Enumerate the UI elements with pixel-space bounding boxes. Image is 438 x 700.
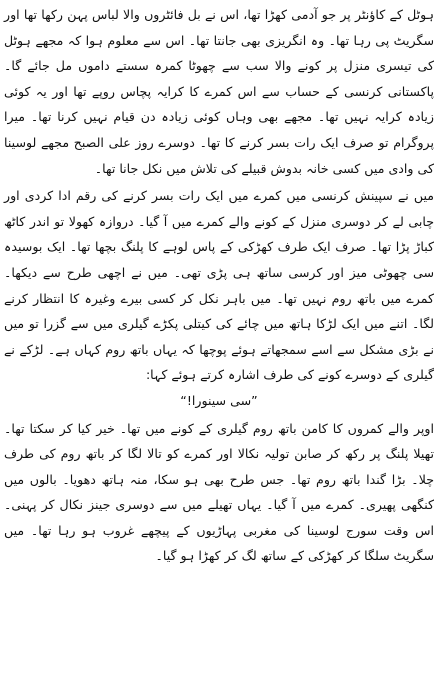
dialogue-quote: ”سی سینورا!“ <box>180 392 258 408</box>
document-page <box>4 2 434 698</box>
paragraph-hotel-counter: ہوٹل کے کاؤنٹر پر جو آدمی کھڑا تھا، اس نے بل فائٹروں والا لباس پہن رکھا تھا اور سگریٹ پی رہا تھا۔ وہ انگریزی بھی جانتا تھا۔ اس سے معلوم ہوا کہ مجھے ہوٹل کی تیسری منزل پر کونے والا سب سے چھوٹا کمرہ سستے داموں مل جائے گا۔ پاکستانی کرنسی کے حساب سے اس کمرے کا کرایہ پچاس روپے تھا اور یہ کوئی زیادہ کرایہ نہیں تھا۔ مجھے بھی وہاں کوئی زیادہ دن قیام نہیں کرنا تھا۔ میرا پروگرام تو صرف ایک رات بسر کرنے کا تھا۔ دوسرے روز علی الصبح مجھے لوسینا کی وادی میں کسی خانہ بدوش قبیلے کی تلاش میں نکل جانا تھا۔ <box>4 7 434 176</box>
paragraph-room-description: میں نے سپینش کرنسی میں کمرے میں ایک رات بسر کرنے کی رقم ادا کردی اور چابی لے کر دوسری منزل کے کونے والے کمرے میں آ گیا۔ دروازہ کھولا تو اندر کاٹھ کباڑ پڑا تھا۔ صرف ایک طرف کھڑکی کے پاس لوہے کا پلنگ بچھا تھا۔ ایک بوسیدہ سی چھوٹی میز اور کرسی ساتھ ہی پڑی تھی۔ میں نے اچھی طرح سے دیکھا۔ کمرے میں باتھ روم نہیں تھا۔ میں باہر نکل کر کسی بیرے وغیرہ کا انتظار کرنے لگا۔ اتنے میں ایک لڑکا ہاتھ میں چائے کی کیتلی پکڑے گیلری میں سے گزرا تو میں نے بڑی مشکل سے اسے سمجھاتے ہوئے پوچھا کہ یہاں باتھ روم کہاں ہے۔ لڑکے نے گیلری کے دوسرے کونے کی طرف اشارہ کرتے ہوئے کہا: <box>4 188 434 383</box>
paragraph-bathroom: اوپر والے کمروں کا کامن باتھ روم گیلری کے کونے میں تھا۔ خیر کیا کر سکتا تھا۔ تھیلا پلنگ پر رکھ کر صابن تولیہ نکالا اور کمرے کو تالا لگا کر باتھ روم کی طرف چلا۔ بڑا گندا باتھ روم تھا۔ جس طرح بھی ہو سکا، منہ ہاتھ دھویا۔ بالوں میں کنگھی پھیری۔ کمرے میں آ گیا۔ یہاں تھیلے میں سے دوسری جینز نکال کر پہنی۔ اس وقت سورج لوسینا کی مغربی پہاڑیوں کے پیچھے غروب ہو رہا تھا۔ میں سگریٹ سلگا کر کھڑکی کے ساتھ لگ کر کھڑا ہو گیا۔ <box>4 420 434 564</box>
